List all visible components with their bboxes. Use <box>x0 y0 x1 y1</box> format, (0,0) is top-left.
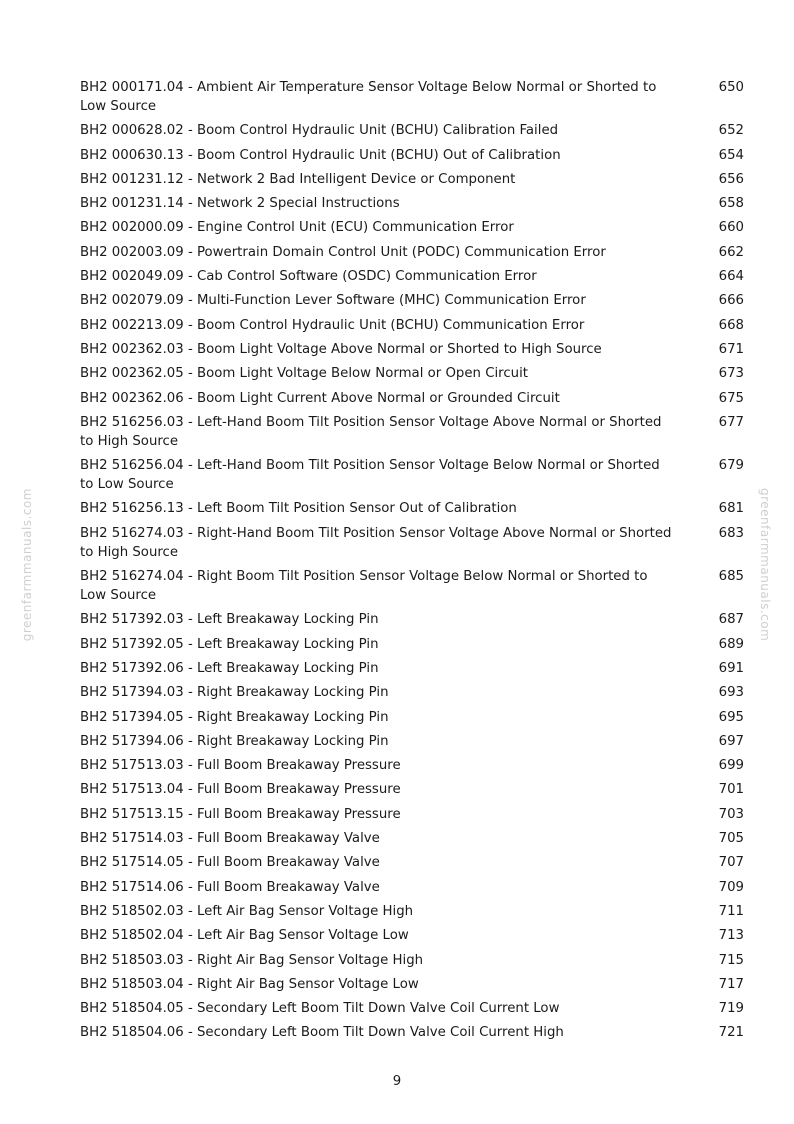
toc-entry-page[interactable]: 650 <box>718 80 744 95</box>
toc-entry-page[interactable]: 658 <box>718 196 744 212</box>
toc-entry[interactable] <box>80 974 744 998</box>
watermark-left: greenfarmmanuals.com <box>20 488 34 642</box>
toc-entry-page[interactable]: 681 <box>718 501 744 517</box>
toc-entry-page[interactable]: 703 <box>718 806 744 822</box>
toc-entry[interactable] <box>80 242 744 266</box>
toc-entry-title[interactable]: BH2 000630.13 - Boom Control Hydraulic Unit (BCHU) Out of Calibration <box>80 147 561 163</box>
toc-entry[interactable] <box>80 852 744 876</box>
toc-entry-title[interactable]: BH2 001231.14 - Network 2 Special Instructions <box>80 196 400 212</box>
toc-entry-title[interactable]: BH2 517392.03 - Left Breakaway Locking Pin <box>80 612 379 628</box>
toc-entry-page[interactable]: 671 <box>718 341 744 357</box>
toc-entry-page[interactable]: 666 <box>718 293 744 309</box>
watermark-right: greenfarmmanuals.com <box>758 488 772 642</box>
toc-entry[interactable] <box>80 707 744 731</box>
toc-entry[interactable] <box>80 412 744 455</box>
toc-entry[interactable] <box>80 145 744 169</box>
toc-entry[interactable] <box>80 498 744 522</box>
toc-entry[interactable] <box>80 363 744 387</box>
toc-entry-title[interactable]: BH2 516256.03 - Left-Hand Boom Tilt Position Sensor Voltage Above Normal or Shorted to High Source <box>80 414 662 449</box>
toc-entry-title[interactable]: BH2 002049.09 - Cab Control Software (OSDC) Communication Error <box>80 269 537 285</box>
toc-entry-title[interactable]: BH2 002000.09 - Engine Control Unit (ECU) Communication Error <box>80 220 514 236</box>
toc-entry[interactable] <box>80 804 744 828</box>
toc-entry-page[interactable]: 719 <box>718 1001 744 1017</box>
toc-entry-page[interactable]: 673 <box>718 366 744 382</box>
toc-entry-page[interactable]: 652 <box>718 123 744 139</box>
toc-entry-title[interactable]: BH2 517513.03 - Full Boom Breakaway Pressure <box>80 758 401 774</box>
toc-entry-title[interactable]: BH2 516256.13 - Left Boom Tilt Position Sensor Out of Calibration <box>80 501 517 517</box>
toc-entry-title[interactable]: BH2 002362.05 - Boom Light Voltage Below Normal or Open Circuit <box>80 366 528 382</box>
toc-entry[interactable] <box>80 950 744 974</box>
toc-entry-page[interactable]: 689 <box>718 636 744 652</box>
toc-entry[interactable] <box>80 731 744 755</box>
toc-entry-page[interactable]: 711 <box>718 903 744 919</box>
toc-entry-title[interactable]: BH2 517513.04 - Full Boom Breakaway Pressure <box>80 782 401 798</box>
toc-entry-page[interactable]: 664 <box>718 269 744 285</box>
toc-entry[interactable] <box>80 315 744 339</box>
page-number: 9 <box>392 1074 402 1089</box>
toc-entry-title[interactable]: BH2 000628.02 - Boom Control Hydraulic Unit (BCHU) Calibration Failed <box>80 123 559 139</box>
toc-entry-title[interactable]: BH2 000171.04 - Ambient Air Temperature Sensor Voltage Below Normal or Shorted to Low Source <box>80 80 657 114</box>
toc-entry[interactable] <box>80 193 744 217</box>
toc-entry-page[interactable]: 687 <box>718 612 744 628</box>
toc-entry-title[interactable]: BH2 518503.03 - Right Air Bag Sensor Voltage High <box>80 952 424 968</box>
toc-entry-page[interactable]: 675 <box>718 390 744 406</box>
toc-entry[interactable] <box>80 682 744 706</box>
toc-entry-title[interactable]: BH2 517514.06 - Full Boom Breakaway Valve <box>80 879 380 895</box>
toc-entry[interactable] <box>80 634 744 658</box>
toc-entry-title[interactable]: BH2 002362.03 - Boom Light Voltage Above Normal or Shorted to High Source <box>80 341 602 357</box>
toc-entry[interactable] <box>80 77 744 120</box>
toc-entry-title[interactable]: BH2 517394.06 - Right Breakaway Locking Pin <box>80 733 389 749</box>
toc-entry-title[interactable]: BH2 516256.04 - Left-Hand Boom Tilt Position Sensor Voltage Below Normal or Shorted to Low Source <box>80 458 660 493</box>
toc-entry[interactable] <box>80 609 744 633</box>
toc-entry-page[interactable]: 707 <box>718 855 744 871</box>
toc-entry-page[interactable]: 717 <box>718 976 744 992</box>
toc-entry-page[interactable]: 654 <box>718 147 744 163</box>
toc-entry[interactable] <box>80 828 744 852</box>
toc-entry-title[interactable]: BH2 002079.09 - Multi-Function Lever Software (MHC) Communication Error <box>80 293 586 309</box>
toc-entry[interactable] <box>80 455 744 498</box>
toc-entry-title[interactable]: BH2 517392.06 - Left Breakaway Locking Pin <box>80 660 379 676</box>
toc-entry-page[interactable]: 721 <box>718 1025 744 1041</box>
toc-entry[interactable] <box>80 925 744 949</box>
toc-entry[interactable] <box>80 169 744 193</box>
toc-entry-title[interactable]: BH2 516274.03 - Right-Hand Boom Tilt Position Sensor Voltage Above Normal or Shorted to High Source <box>80 525 672 560</box>
toc-entry-title[interactable]: BH2 518502.04 - Left Air Bag Sensor Voltage Low <box>80 928 409 944</box>
toc-entry-title[interactable]: BH2 002003.09 - Powertrain Domain Control Unit (PODC) Communication Error <box>80 244 606 260</box>
toc-entry[interactable] <box>80 266 744 290</box>
toc-entry-title[interactable]: BH2 518504.05 - Secondary Left Boom Tilt Down Valve Coil Current Low <box>80 1001 560 1017</box>
toc-entry-title[interactable]: BH2 517514.05 - Full Boom Breakaway Valve <box>80 855 380 871</box>
toc-entry[interactable] <box>80 388 744 412</box>
toc-entry-page[interactable]: 699 <box>718 758 744 774</box>
toc-entry-page[interactable]: 683 <box>718 525 744 541</box>
toc-entry-page[interactable]: 701 <box>718 782 744 798</box>
toc-entry-page[interactable]: 697 <box>718 733 744 749</box>
toc-entry-title[interactable]: BH2 517392.05 - Left Breakaway Locking Pin <box>80 636 379 652</box>
toc-entry-title[interactable]: BH2 516274.04 - Right Boom Tilt Position Sensor Voltage Below Normal or Shorted to Low Source <box>80 569 648 604</box>
toc-entry[interactable] <box>80 120 744 144</box>
toc-entry[interactable] <box>80 1022 744 1046</box>
table-of-contents <box>80 77 744 1047</box>
toc-entry[interactable] <box>80 658 744 682</box>
toc-entry[interactable] <box>80 217 744 241</box>
toc-entry-page[interactable]: 660 <box>718 220 744 236</box>
toc-entry-title[interactable]: BH2 518503.04 - Right Air Bag Sensor Voltage Low <box>80 976 419 992</box>
toc-entry[interactable] <box>80 877 744 901</box>
toc-entry-title[interactable]: BH2 002213.09 - Boom Control Hydraulic Unit (BCHU) Communication Error <box>80 317 585 333</box>
toc-entry-page[interactable]: 693 <box>718 685 744 701</box>
toc-entry-page[interactable]: 679 <box>718 458 744 474</box>
toc-entry[interactable] <box>80 339 744 363</box>
toc-entry[interactable] <box>80 755 744 779</box>
toc-entry-title[interactable]: BH2 517513.15 - Full Boom Breakaway Pressure <box>80 806 401 822</box>
toc-entry-page[interactable]: 668 <box>718 317 744 333</box>
toc-entry-page[interactable]: 705 <box>718 831 744 847</box>
toc-entry-page[interactable]: 695 <box>718 709 744 725</box>
toc-entry[interactable] <box>80 779 744 803</box>
toc-entry[interactable] <box>80 523 744 566</box>
toc-entry-title[interactable]: BH2 517394.05 - Right Breakaway Locking Pin <box>80 709 389 725</box>
toc-entry-title[interactable]: BH2 002362.06 - Boom Light Current Above Normal or Grounded Circuit <box>80 390 560 406</box>
toc-entry-page[interactable]: 656 <box>718 171 744 187</box>
toc-entry[interactable] <box>80 901 744 925</box>
toc-entry-page[interactable]: 715 <box>718 952 744 968</box>
toc-entry-page[interactable]: 677 <box>718 414 744 430</box>
toc-entry-title[interactable]: BH2 001231.12 - Network 2 Bad Intelligent Device or Component <box>80 171 516 187</box>
toc-entry-page[interactable]: 691 <box>718 660 744 676</box>
toc-entry[interactable] <box>80 566 744 609</box>
toc-entry-title[interactable]: BH2 517514.03 - Full Boom Breakaway Valve <box>80 831 380 847</box>
toc-entry-title[interactable]: BH2 517394.03 - Right Breakaway Locking Pin <box>80 685 389 701</box>
toc-entry-page[interactable]: 709 <box>718 879 744 895</box>
toc-entry[interactable] <box>80 998 744 1022</box>
toc-entry-title[interactable]: BH2 518504.06 - Secondary Left Boom Tilt Down Valve Coil Current High <box>80 1025 564 1041</box>
toc-entry-page[interactable]: 662 <box>718 244 744 260</box>
toc-entry[interactable] <box>80 290 744 314</box>
toc-entry-page[interactable]: 685 <box>718 569 744 585</box>
toc-entry-page[interactable]: 713 <box>718 928 744 944</box>
toc-entry-title[interactable]: BH2 518502.03 - Left Air Bag Sensor Voltage High <box>80 903 414 919</box>
